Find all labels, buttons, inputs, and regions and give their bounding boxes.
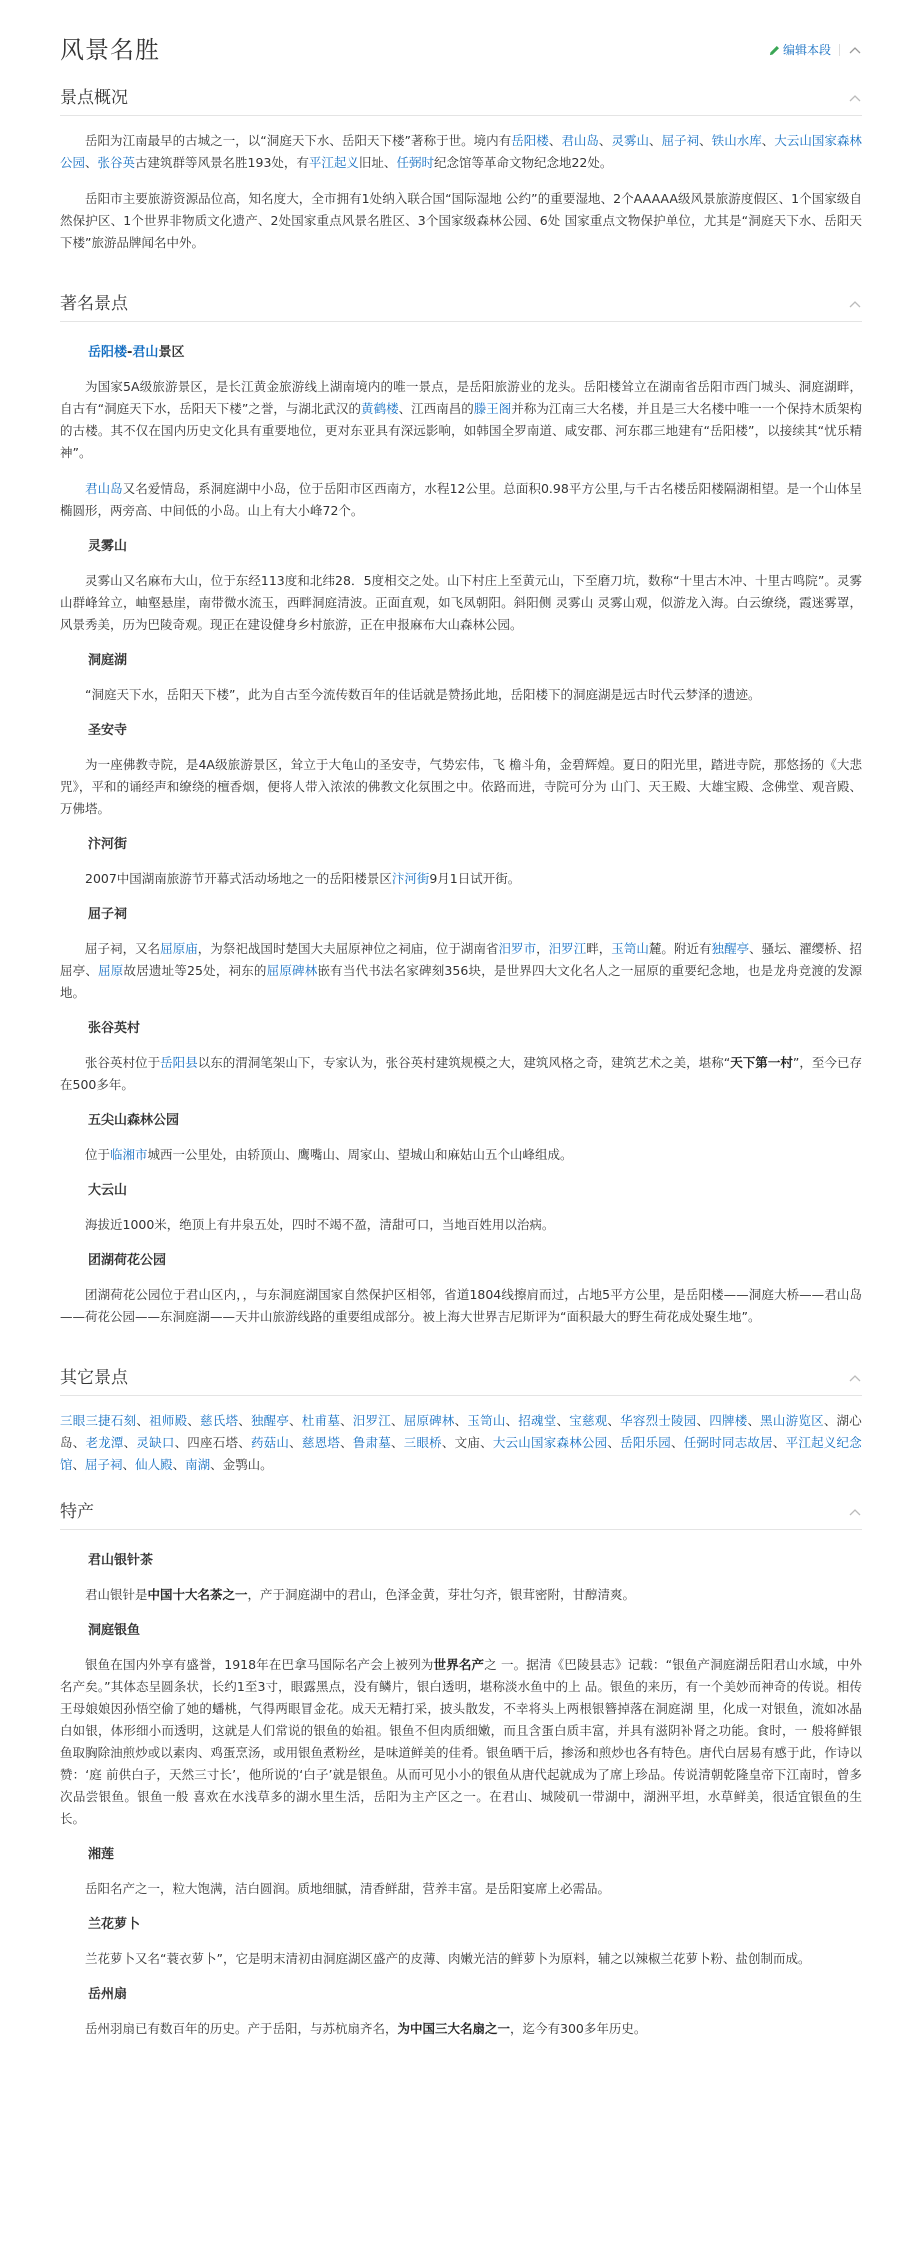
subsection-title bbox=[88, 1180, 862, 1202]
inline-link[interactable]: 灵缺口 bbox=[136, 1435, 175, 1450]
text-run: 灵雾山 bbox=[88, 539, 128, 554]
text-run: 、骚坛、濯缨桥、招屈亭、 bbox=[60, 941, 862, 978]
inline-link[interactable]: 铁山水库 bbox=[711, 133, 762, 148]
section-header-famous bbox=[60, 286, 862, 322]
section-header-overview bbox=[60, 80, 862, 116]
section-title: 景点概况 bbox=[60, 87, 128, 108]
inline-link[interactable]: 任弼时同志故居 bbox=[683, 1435, 773, 1450]
text-run: 、 bbox=[123, 1435, 137, 1450]
inline-link[interactable]: 黑山游览区 bbox=[760, 1413, 824, 1428]
text-run: 、 bbox=[671, 1435, 684, 1450]
paragraph bbox=[60, 1144, 862, 1166]
text-run: 、 bbox=[340, 1413, 353, 1428]
text-run: 景区 bbox=[158, 345, 185, 360]
inline-link[interactable]: 慈恩塔 bbox=[301, 1435, 341, 1450]
inline-link[interactable]: 宝慈观 bbox=[569, 1413, 608, 1428]
chevron-up-icon[interactable] bbox=[848, 1373, 862, 1383]
top-header bbox=[60, 30, 862, 70]
paragraph bbox=[60, 938, 862, 1004]
text-run: 洞庭湖 bbox=[88, 653, 128, 668]
text-run: - bbox=[127, 345, 133, 360]
text-run: 、 bbox=[598, 133, 612, 148]
text-run: 、 bbox=[340, 1435, 353, 1450]
text-run: 纪念馆等革命文物纪念地22处。 bbox=[433, 155, 613, 170]
inline-link[interactable]: 屈子祠 bbox=[661, 133, 700, 148]
text-run: 位于 bbox=[85, 1147, 111, 1162]
paragraph bbox=[60, 2018, 862, 2040]
text-run: 城西一公里处，由轿顶山、鹰嘴山、周家山、望城山和麻姑山五个山峰组成。 bbox=[147, 1147, 573, 1162]
text-run: 旧址、 bbox=[358, 155, 397, 170]
inline-link[interactable]: 南湖 bbox=[185, 1457, 211, 1472]
text-run: 灵雾山又名麻布大山，位于东经113度和北纬28．5度相交之处。山下村庄上至黄元山，下至磨刀坑，数称“十里古木冲、十里古鸣院”。灵雾山群峰耸立，岫壑悬崖，南带微水流玉，西畔洞庭清波。正面直观，如飞凤朝阳。斜阳侧 灵雾山 灵雾山观，似游龙入海。白云缭绕，霞迷雾罩，风景秀美，历为巴陵奇观。现正在建设健身乡村旅游，正在申报麻布大山森林公园。 bbox=[60, 573, 862, 632]
text-run: 屈子祠，又名 bbox=[85, 941, 161, 956]
paragraph bbox=[60, 868, 862, 890]
text-run: 、 bbox=[772, 1435, 786, 1450]
text-run: 又名爱情岛，系洞庭湖中小岛，位于岳阳市区西南方，水程12公里。总面积0.98平方公里,与千古名楼岳阳楼隔湖相望。是一个山体呈椭圆形，两旁高、中间低的小岛。山上有大小峰72个。 bbox=[60, 481, 862, 518]
text-run: 兰花萝卜 bbox=[88, 1917, 141, 1932]
bold-text: 天下第一村 bbox=[730, 1055, 793, 1070]
inline-link[interactable]: 招魂堂 bbox=[518, 1413, 557, 1428]
text-run: 岳州羽扇已有数百年的历史。产于岳阳，与苏杭扇齐名， bbox=[85, 2021, 398, 2036]
text-run: 、 bbox=[187, 1413, 201, 1428]
text-run: 岳阳为江南最早的古城之一，以“洞庭天下水、岳阳天下楼”著称于世。境内有 bbox=[85, 133, 512, 148]
text-run: 、金鹗山。 bbox=[210, 1457, 273, 1472]
text-run: 团湖荷花公园 bbox=[88, 1253, 167, 1268]
subsection-title bbox=[88, 1844, 862, 1866]
edit-section-label: 编辑本段 bbox=[782, 43, 831, 57]
text-run: 、江西南昌的 bbox=[398, 401, 474, 416]
paragraph bbox=[60, 684, 862, 706]
text-run: 、 bbox=[454, 1413, 468, 1428]
section-title: 特产 bbox=[60, 1501, 94, 1522]
inline-link[interactable]: 老龙潭 bbox=[85, 1435, 124, 1450]
inline-link[interactable]: 仙人殿 bbox=[135, 1457, 173, 1472]
subsection-title bbox=[88, 720, 862, 742]
text-run: 、 bbox=[548, 133, 562, 148]
text-run: 、 bbox=[747, 1413, 761, 1428]
section-title: 其它景点 bbox=[60, 1367, 128, 1388]
section-title: 著名景点 bbox=[60, 293, 128, 314]
text-run: 、 bbox=[289, 1413, 302, 1428]
text-run: 大云山 bbox=[88, 1183, 128, 1198]
inline-link[interactable]: 华容烈士陵园 bbox=[620, 1413, 697, 1428]
header-tools bbox=[769, 39, 862, 61]
inline-link[interactable]: 平江起义纪念馆 bbox=[60, 1435, 862, 1472]
subsection-title bbox=[88, 1110, 862, 1132]
inline-link[interactable]: 鲁肃墓 bbox=[352, 1435, 391, 1450]
inline-link[interactable]: 玉笥山 bbox=[467, 1413, 506, 1428]
subsection-title bbox=[88, 536, 862, 558]
text-run: 、 bbox=[390, 1435, 404, 1450]
text-run: 2007中国湖南旅游节开幕式活动场地之一的岳阳楼景区 bbox=[85, 871, 392, 886]
bold-text: 中国十大名茶之一 bbox=[147, 1587, 248, 1602]
inline-link[interactable]: 汨罗市 bbox=[498, 941, 537, 956]
text-run: 、 bbox=[238, 1413, 251, 1428]
paragraph bbox=[60, 570, 862, 636]
text-run: 并称为江南三大名楼，并且是三大名楼中唯一一个保持木质架构的古楼。其不仅在国内历史文化具有重要地位，更对东亚具有深远影响，如韩国全罗南道、咸安郡、河东郡三地建有“岳阳楼”，以接续其“忧乐精神”。 bbox=[60, 401, 862, 460]
inline-link[interactable]: 独醒亭 bbox=[250, 1413, 290, 1428]
inline-link[interactable]: 屈子祠 bbox=[85, 1457, 123, 1472]
subsection-title bbox=[88, 1550, 862, 1572]
text-run: 银鱼在国内外享有盛誉，1918年在巴拿马国际名产会上被列为 bbox=[85, 1657, 434, 1672]
inline-link[interactable]: 祖师殿 bbox=[149, 1413, 188, 1428]
inline-link[interactable]: 君山 bbox=[132, 345, 159, 360]
text-run: 、 bbox=[72, 1457, 86, 1472]
inline-link[interactable]: 灵雾山 bbox=[611, 133, 650, 148]
inline-link[interactable]: 药菇山 bbox=[250, 1435, 290, 1450]
subsection-title bbox=[88, 1250, 862, 1272]
text-run: 古建筑群等风景名胜193处，有 bbox=[135, 155, 309, 170]
chevron-up-icon[interactable] bbox=[848, 299, 862, 309]
inline-link[interactable]: 屈原碑林 bbox=[403, 1413, 455, 1428]
subsection-title bbox=[88, 1620, 862, 1642]
text-run: 为国家5A级旅游景区，是长江黄金旅游线上湖南境内的唯一景点，是岳阳旅游业的龙头。岳阳楼耸立在湖南省岳阳市西门城头、洞庭湖畔，自古有“洞庭天下水，岳阳天下楼”之誉，与湖北武汉的 bbox=[60, 379, 862, 416]
text-run: 岳州扇 bbox=[88, 1987, 128, 2002]
text-run: 团湖荷花公园位于君山区内，，与东洞庭湖国家自然保护区相邻，省道1804线擦肩而过，占地5平方公里，是岳阳楼——洞庭大桥——君山岛——荷花公园——东洞庭湖——天井山旅游线路的重要组成部分。被上海大世界吉尼斯评为“面积最大的野生荷花成处聚生地”。 bbox=[60, 1287, 862, 1324]
inline-link[interactable]: 平江起义 bbox=[308, 155, 359, 170]
inline-link[interactable]: 独醒亭 bbox=[711, 941, 750, 956]
text-run: 、 bbox=[696, 1413, 710, 1428]
text-run: 麓。附近有 bbox=[648, 941, 712, 956]
paragraph bbox=[60, 1584, 862, 1606]
text-run: 为一座佛教寺院，是4A级旅游景区，耸立于大龟山的圣安寺，气势宏伟，飞 檐斗角，金碧辉煌。夏日的阳光里，踏进寺院，那悠扬的《大悲咒》，平和的诵经声和缭绕的檀香烟，便将人带入浓浓的佛教文化氛围之中。依路而进，寺院可分为 山门、天王殿、大雄宝殿、念佛堂、观音殿、万佛塔。 bbox=[60, 757, 862, 816]
text-run: 、文庙、 bbox=[441, 1435, 493, 1450]
text-run: 、 bbox=[761, 133, 775, 148]
inline-link[interactable]: 临湘市 bbox=[110, 1147, 148, 1162]
inline-link[interactable]: 汴河街 bbox=[391, 871, 430, 886]
text-run: 圣安寺 bbox=[88, 723, 128, 738]
bold-text: 世界名产 bbox=[433, 1657, 485, 1672]
text-run: 之 一。据清《巴陵县志》记载：“银鱼产洞庭湖岳阳君山水域，中外名产矣。”其体态呈圆条状，长约1至3寸，眼露黑点，没有鳞片，银白透明，堪称淡水鱼中的上 品。银鱼的来历，有一个美妙而神奇的传说。相传王母娘娘因孙悟空偷了她的蟠桃，气得两眼冒金花。成天无精打采，披头散发，不幸将头上两根银簪掉落在洞庭湖 里，化成一对银鱼，流如冰晶白如银，体形细小而透明，这就是人们常说的银鱼的始祖。银鱼不但肉质细嫩，而且含蛋白质丰富，并具有滋阴补肾之功能。食时，一 般将鲜银鱼取胸除油煎炒或以素肉、鸡蛋烹汤，或用银鱼煮粉丝，是味道鲜美的佳肴。银鱼晒干后，掺汤和煎炒也各有特色。唐代白居易有感于此，作诗以赞：‘庭 前供白子，天然三寸长’，他所说的‘白子’就是银鱼。从而可见小小的银鱼从唐代起就成为了席上珍品。传说清朝乾隆皇帝下江南时，曾多次品尝银鱼。银鱼一般 喜欢在水浅草多的湖水里生活，岳阳为主产区之一。在君山、城陵矶一带湖中，湖洲平坦，水草鲜美，很适宜银鱼的生长。 bbox=[60, 1657, 862, 1826]
inline-link[interactable]: 黄鹤楼 bbox=[361, 401, 399, 416]
inline-link[interactable]: 岳阳县 bbox=[160, 1055, 198, 1070]
inline-link[interactable]: 岳阳乐园 bbox=[620, 1435, 672, 1450]
paragraph bbox=[60, 188, 862, 254]
inline-link[interactable]: 三眼桥 bbox=[403, 1435, 442, 1450]
inline-link[interactable]: 玉笥山 bbox=[611, 941, 649, 956]
text-run: 、四座石塔、 bbox=[174, 1435, 251, 1450]
pencil-icon bbox=[769, 45, 780, 56]
text-run: ， bbox=[536, 941, 549, 956]
subsection-title bbox=[88, 342, 862, 364]
text-run: 、 bbox=[607, 1413, 621, 1428]
inline-link[interactable]: 大云山国家森林公园 bbox=[60, 133, 862, 170]
paragraph bbox=[60, 1284, 862, 1328]
inline-link[interactable]: 四牌楼 bbox=[709, 1413, 748, 1428]
subsection-title bbox=[88, 1984, 862, 2006]
text-run: 、 bbox=[390, 1413, 404, 1428]
text-run: ”，至今已存在500多年。 bbox=[60, 1055, 862, 1092]
text-run: 、 bbox=[122, 1457, 136, 1472]
paragraph bbox=[60, 1654, 862, 1830]
text-run: ，为祭祀战国时楚国大夫屈原神位之祠庙，位于湖南省 bbox=[197, 941, 499, 956]
text-run: 、湖心岛、 bbox=[60, 1413, 862, 1450]
text-run: 、 bbox=[556, 1413, 570, 1428]
subsection-title bbox=[88, 650, 862, 672]
inline-link[interactable]: 滕王阁 bbox=[473, 401, 512, 416]
paragraph bbox=[60, 1878, 862, 1900]
inline-link[interactable]: 汨罗江 bbox=[352, 1413, 391, 1428]
chevron-up-icon[interactable] bbox=[848, 1507, 862, 1517]
text-run: ，迄今有300多年历史。 bbox=[510, 2021, 647, 2036]
subsection-title bbox=[88, 834, 862, 856]
text-run: 、 bbox=[136, 1413, 150, 1428]
inline-link[interactable]: 汨罗江 bbox=[548, 941, 587, 956]
section-body-overview bbox=[60, 116, 862, 276]
section-header-others bbox=[60, 1360, 862, 1396]
text-run: 、 bbox=[85, 155, 98, 170]
text-run: 岳阳名产之一，粒大饱满，洁白圆润。质地细腻，清香鲜甜，营养丰富。是岳阳宴席上必需品。 bbox=[85, 1881, 611, 1896]
tool-divider bbox=[839, 44, 840, 56]
text-run: 9月1日试开街。 bbox=[429, 871, 521, 886]
text-run: 故居遗址等25处，祠东的 bbox=[123, 963, 267, 978]
text-run: 洞庭银鱼 bbox=[88, 1623, 141, 1638]
section-body-specialty bbox=[60, 1530, 862, 2062]
subsection-title bbox=[88, 904, 862, 926]
bold-text: 为中国三大名扇之一 bbox=[397, 2021, 511, 2036]
inline-link[interactable]: 岳阳楼 bbox=[511, 133, 549, 148]
paragraph bbox=[60, 754, 862, 820]
text-run: 嵌有当代书法名家碑刻356块，是世界四大文化名人之一屈原的重要纪念地，也是龙舟竞渡的发源地。 bbox=[60, 963, 862, 1000]
text-run: 畔， bbox=[586, 941, 612, 956]
paragraph bbox=[60, 1948, 862, 1970]
inline-link[interactable]: 慈氏塔 bbox=[200, 1413, 239, 1428]
inline-link[interactable]: 大云山国家森林公园 bbox=[492, 1435, 608, 1450]
section-header-specialty bbox=[60, 1494, 862, 1530]
inline-link[interactable]: 屈原庙 bbox=[160, 941, 198, 956]
inline-link[interactable]: 三眼三捷石刻 bbox=[60, 1413, 137, 1428]
text-run: 兰花萝卜又名“蓑衣萝卜”，它是明末清初由洞庭湖区盛产的皮薄、肉嫩光洁的鲜萝卜为原料，辅之以辣椒兰花萝卜粉、盐创制而成。 bbox=[85, 1951, 811, 1966]
section-body-famous bbox=[60, 322, 862, 1350]
inline-link[interactable]: 张谷英 bbox=[97, 155, 136, 170]
text-run: 五尖山森林公园 bbox=[88, 1113, 180, 1128]
text-run: “洞庭天下水，岳阳天下楼”，此为自古至今流传数百年的佳话就是赞扬此地，岳阳楼下的洞庭湖是远古时代云梦泽的遗迹。 bbox=[85, 687, 761, 702]
text-run: 、 bbox=[699, 133, 712, 148]
other-spots-links bbox=[60, 1410, 862, 1476]
inline-link[interactable]: 杜甫墓 bbox=[301, 1413, 341, 1428]
text-run: 君山银针茶 bbox=[88, 1553, 154, 1568]
text-run: 、 bbox=[505, 1413, 519, 1428]
text-run: 君山银针是 bbox=[85, 1587, 148, 1602]
chevron-up-icon[interactable] bbox=[848, 93, 862, 103]
text-run: 张谷英村位于 bbox=[85, 1055, 161, 1070]
text-run: 汴河街 bbox=[88, 837, 128, 852]
text-run: 、 bbox=[172, 1457, 186, 1472]
text-run: 、 bbox=[649, 133, 662, 148]
text-run: 屈子祠 bbox=[88, 907, 128, 922]
text-run: ，产于洞庭湖中的君山，色泽金黄，芽壮匀齐，银茸密附，甘醇清爽。 bbox=[247, 1587, 636, 1602]
text-run: 以东的渭洞笔架山下，专家认为，张谷英村建筑规模之大，建筑风格之奇，建筑艺术之美，堪称“ bbox=[197, 1055, 731, 1070]
subsection-title bbox=[88, 1914, 862, 1936]
edit-section-button[interactable] bbox=[769, 39, 831, 61]
page-title: 风景名胜 bbox=[60, 36, 160, 64]
inline-link[interactable]: 屈原碑林 bbox=[266, 963, 318, 978]
paragraph bbox=[60, 1214, 862, 1236]
text-run: 岳阳市主要旅游资源品位高，知名度大，全市拥有1处纳入联合国“国际湿地 公约”的重要湿地、2个AAAAA级风景旅游度假区、1个国家级自然保护区、1个世界非物质文化遗产、2处国家重点风景名胜区、3个国家级森林公园、6处 国家重点文物保护单位，尤其是“洞庭天下水、岳阳天下楼”旅游品牌闻名中外。 bbox=[60, 191, 862, 250]
text-run: 张谷英村 bbox=[88, 1021, 141, 1036]
subsection-title bbox=[88, 1018, 862, 1040]
text-run: 、 bbox=[289, 1435, 302, 1450]
section-body-others bbox=[60, 1396, 862, 1484]
inline-link[interactable]: 任弼时 bbox=[396, 155, 434, 170]
paragraph bbox=[60, 376, 862, 464]
inline-link[interactable]: 岳阳楼 bbox=[88, 345, 128, 360]
inline-link[interactable]: 君山岛 bbox=[561, 133, 599, 148]
paragraph bbox=[60, 478, 862, 522]
inline-link[interactable]: 屈原 bbox=[98, 963, 124, 978]
paragraph bbox=[60, 1052, 862, 1096]
chevron-up-icon[interactable] bbox=[848, 45, 862, 55]
text-run: 、 bbox=[607, 1435, 621, 1450]
inline-link[interactable]: 君山岛 bbox=[85, 481, 123, 496]
text-run: 湘莲 bbox=[88, 1847, 115, 1862]
text-run: 海拔近1000米，绝顶上有井泉五处，四时不竭不盈，清甜可口，当地百姓用以治病。 bbox=[85, 1217, 555, 1232]
paragraph bbox=[60, 130, 862, 174]
